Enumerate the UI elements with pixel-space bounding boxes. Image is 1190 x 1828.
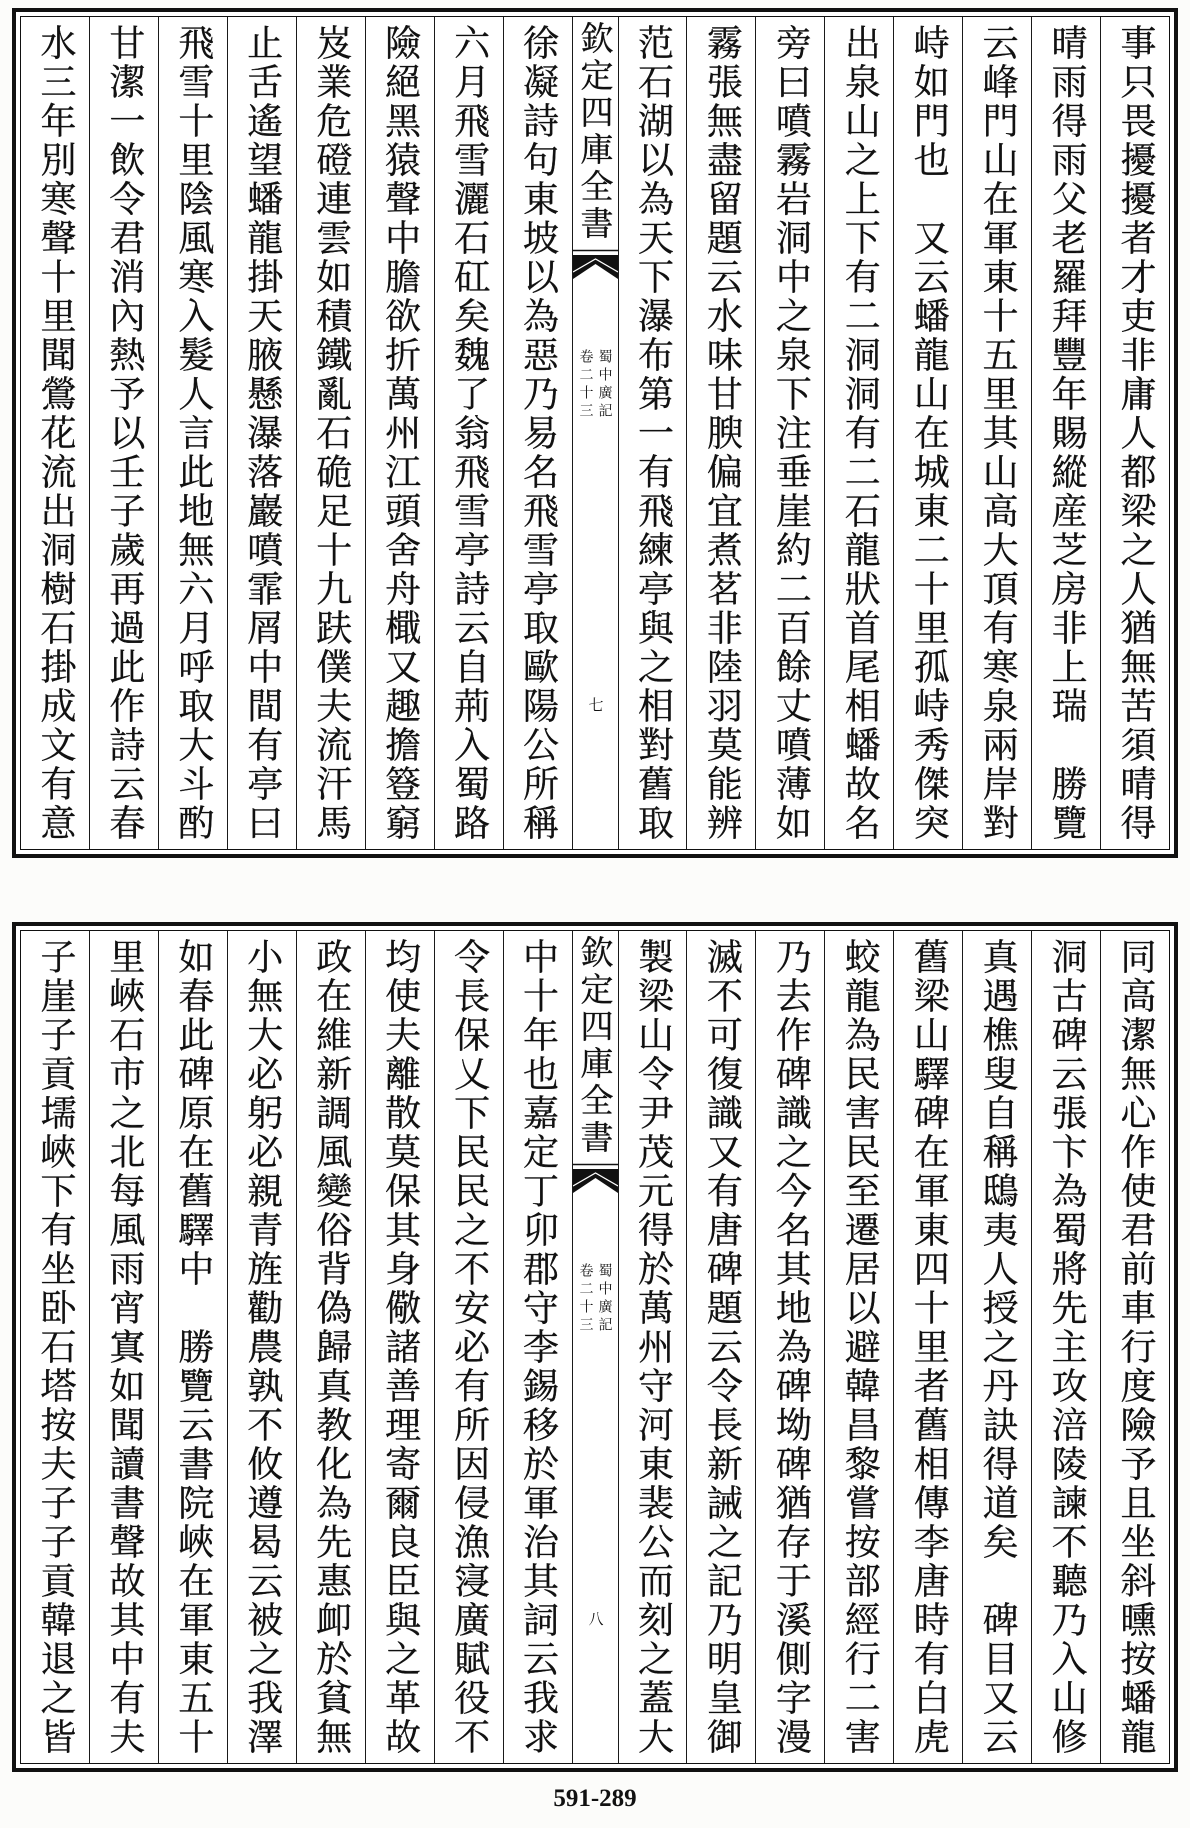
text-column [434,17,503,849]
column-text: 洞古碑云張卞為蜀將先主攻涪陵諫不聽乃入山修 [1046,938,1088,1757]
book-info [573,1263,618,1335]
center-fold [572,931,618,1763]
text-column [434,931,503,1763]
column-text: 真遇樵叟自稱鴟夷人授之丹訣得道矣 碑目又云 [977,938,1019,1757]
inner-frame [20,930,1170,1764]
text-column [962,931,1031,1763]
text-column [1100,931,1169,1763]
text-column [755,17,824,849]
column-text: 險絕黑猿聲中膽欲折萬州江頭舍舟檝又趣擔簦窮 [379,24,421,843]
series-title: 欽定四庫全書 [575,21,615,243]
fish-tail-mark [573,249,618,283]
text-column [1031,931,1100,1763]
column-text: 製梁山令尹茂元得於萬州守河東裴公而刻之蓋大 [632,938,674,1757]
page-code: 591-289 [553,1785,637,1812]
column-text: 均使夫離散莫保其身儆諸善理寄爾良臣與之革故 [379,938,421,1757]
volume-label: 卷二十三 [577,1263,594,1335]
column-text: 中十年也嘉定丁卯郡守李錫移於軍治其詞云我求 [517,938,559,1757]
column-text: 霧張無盡留題云水味甘腴偏宜煮茗非陸羽莫能辨 [701,24,743,843]
text-column [824,931,893,1763]
column-text: 岌業危磴連雲如積鐵亂石硊足十九趺僕夫流汗馬 [310,24,352,843]
fish-tail-mark [573,1163,618,1197]
text-column [755,931,824,1763]
text-column [89,17,158,849]
text-column [296,17,365,849]
text-columns [21,931,1169,1763]
text-column [503,17,572,849]
text-column [618,931,687,1763]
column-text: 舊梁山驛碑在軍東四十里者舊相傳李唐時有白虎 [908,938,950,1757]
text-column [21,931,89,1763]
column-text: 水三年別寒聲十里聞鶯花流出洞樹石掛成文有意 [34,24,76,843]
column-text: 蛟龍為民害民至遷居以避韓昌黎嘗按部經行二害 [839,938,881,1757]
series-title: 欽定四庫全書 [575,935,615,1157]
text-column [89,931,158,1763]
text-column [1100,17,1169,849]
text-column [158,17,227,849]
column-text: 乃去作碑識之今名其地為碑坳碑猶存于溪側字漫 [770,938,812,1757]
column-text: 云峰門山在軍東十五里其山高大頂有寒泉兩岸對 [977,24,1019,843]
text-column [158,931,227,1763]
column-text: 子崖子貢壖峽下有坐卧石塔按夫子子貢韓退之皆 [34,938,76,1757]
leaf-number: 八 [586,1611,605,1626]
column-text: 事只畏擾擾者才吏非庸人都梁之人猶無苦須晴得 [1115,24,1157,843]
text-column [1031,17,1100,849]
text-column [893,931,962,1763]
column-text: 里峽石市之北每風雨宵寘如聞讀書聲故其中有夫 [103,938,145,1757]
text-columns [21,17,1169,849]
text-column [503,931,572,1763]
column-text: 小無大必躬必親青旌勸農孰不攸遵曷云被之我澤 [241,938,283,1757]
column-text: 令長保乂下民民之不安必有所因侵漁寖廣賦役不 [448,938,490,1757]
center-fold [572,17,618,849]
text-column [962,17,1031,849]
text-column [365,17,434,849]
column-text: 徐凝詩句東坡以為惡乃易名飛雪亭取歐陽公所稱 [517,24,559,843]
column-text: 飛雪十里陰風寒入髮人言此地無六月呼取大斗酌 [172,24,214,843]
column-text: 峙如門也 又云蟠龍山在城東二十里孤峙秀傑突 [908,24,950,843]
text-column [686,17,755,849]
column-text: 甘潔一飲令君消內熱予以壬子歲再過此作詩云春 [103,24,145,843]
column-text: 政在維新調風變俗背偽歸真教化為先惠卹於貧無 [310,938,352,1757]
volume-label: 卷二十三 [577,349,594,421]
text-column [296,931,365,1763]
text-column [686,931,755,1763]
leaf-number: 七 [586,697,605,712]
column-text: 同高潔無心作使君前車行度險予且坐斜曛按蟠龍 [1115,938,1157,1757]
column-text: 范石湖以為天下瀑布第一有飛練亭與之相對舊取 [632,24,674,843]
column-text: 出泉山之上下有二洞洞有二石龍狀首尾相蟠故名 [839,24,881,843]
book-title: 蜀中廣記 [596,349,613,421]
text-column [227,17,296,849]
text-column [893,17,962,849]
column-text: 止舌遙望蟠龍掛天腋懸瀑落巖噴霏屑中間有亭曰 [241,24,283,843]
upper-leaf [12,8,1178,858]
lower-leaf [12,922,1178,1772]
text-column [618,17,687,849]
book-info [573,349,618,421]
column-text: 如春此碑原在舊驛中 勝覽云書院峽在軍東五十 [172,938,214,1757]
column-text: 滅不可復識又有唐碑題云令長新誡之記乃明皇御 [701,938,743,1757]
text-column [365,931,434,1763]
text-column [227,931,296,1763]
inner-frame [20,16,1170,850]
column-text: 晴雨得雨父老羅拜豐年賜縱産芝房非上瑞 勝覽 [1046,24,1088,843]
text-column [21,17,89,849]
column-text: 旁曰噴霧岩洞中之泉下注垂崖約二百餘丈噴薄如 [770,24,812,843]
book-title: 蜀中廣記 [596,1263,613,1335]
column-text: 六月飛雪灑石矼矣魏了翁飛雪亭詩云自荊入蜀路 [448,24,490,843]
text-column [824,17,893,849]
